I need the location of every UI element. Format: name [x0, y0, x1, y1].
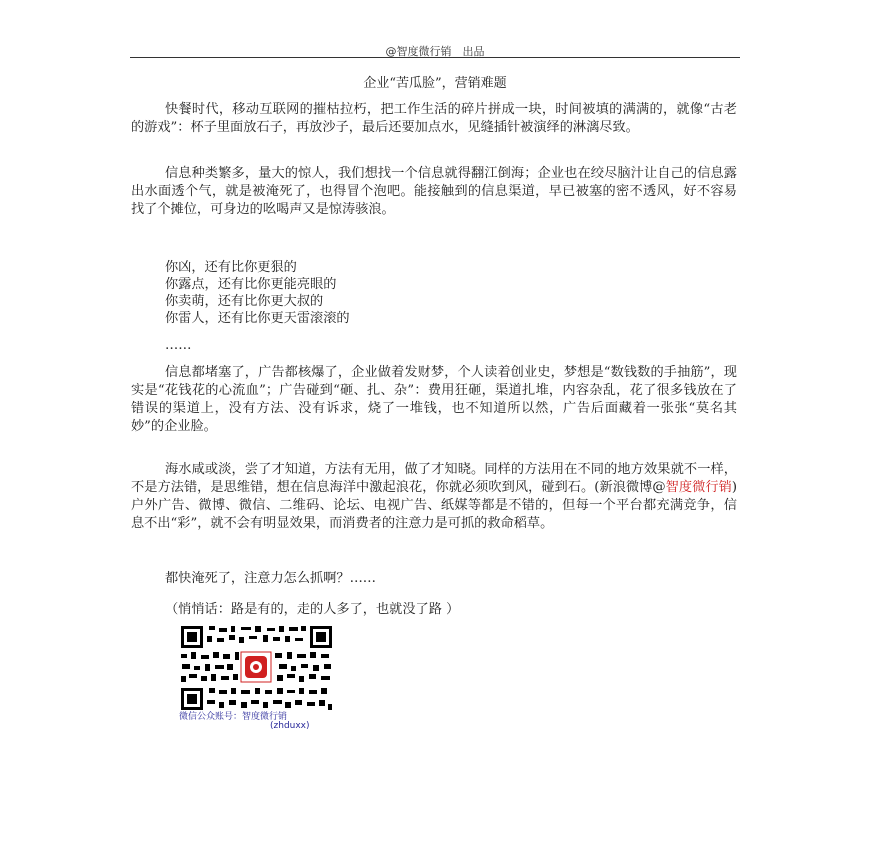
paragraph-3: 信息都堵塞了，广告都核爆了，企业做着发财梦，个人读着创业史，梦想是“数钱数的手抽筋”，现实是“花钱花的心流血”；广告碰到“砸、扎、杂”：费用狂砸，渠道扎堆，内容杂乱，花了很多钱放在了错误的渠道上，没有方法、没有诉求，烧了一堆钱，也不知道所以然，广告后面藏着一张张“莫名其妙”的企业脸。 [131, 365, 737, 434]
weibo-handle-link[interactable]: 智度微行销 [665, 480, 732, 495]
page-header: @智度微行销 出品 [385, 45, 485, 58]
qr-code-image [179, 624, 334, 714]
poem-line-3: 你卖萌，还有比你更大叔的 [165, 294, 324, 309]
qr-center-logo-icon [241, 652, 271, 682]
qr-caption-id: (zhduxx) [270, 721, 310, 731]
article-title: 企业“苦瓜脸”，营销难题 [363, 76, 507, 91]
poem-line-4: 你雷人，还有比你更天雷滚滚的 [165, 311, 350, 326]
paragraph-1: 快餐时代，移动互联网的摧枯拉朽，把工作生活的碎片拼成一块，时间被填的满满的，就像“古老的游戏”：杯子里面放石子，再放沙子，最后还要加点水，见缝插针被演绎的淋漓尽致。 [131, 102, 737, 135]
qr-finder-bottom-left [181, 688, 203, 710]
paragraph-4 [131, 461, 737, 533]
question-line: 都快淹死了，注意力怎么抓啊？…… [165, 571, 376, 586]
paragraph-4-text-b: )户外广告、微博、微信、二维码、论坛、电视广告、纸媒等都是不错的，但每一个平台都充满竞争，信息不出“彩”，就不会有明显效果，而消费者的注意力是可抓的救命稻草。 [131, 480, 737, 531]
paragraph-4-text-a: 海水咸或淡，尝了才知道，方法有无用，做了才知晓。同样的方法用在不同的地方效果就不一样，不是方法错，是思维错，想在信息海洋中激起浪花，你就必须吹到风，碰到石。(新浪微博@ [131, 462, 737, 495]
header-rule [130, 57, 740, 58]
whisper-line: （悄悄话：路是有的，走的人多了，也就没了路 ） [165, 602, 460, 617]
qr-finder-top-right [310, 626, 332, 648]
poem-line-1: 你凶，还有比你更狠的 [165, 260, 297, 275]
qr-finder-top-left [181, 626, 203, 648]
poem-line-2: 你露点，还有比你更能亮眼的 [165, 277, 337, 292]
ellipsis-line: …… [165, 338, 192, 353]
paragraph-2: 信息种类繁多，量大的惊人，我们想找一个信息就得翻江倒海；企业也在绞尽脑汁让自己的信息露出水面透个气，就是被淹死了，也得冒个泡吧。能接触到的信息渠道，早已被塞的密不透风，好不容易找了个摊位，可身边的吆喝声又是惊涛骇浪。 [131, 166, 737, 217]
qr-caption-account: 微信公众账号：智度微行销 [179, 712, 288, 722]
